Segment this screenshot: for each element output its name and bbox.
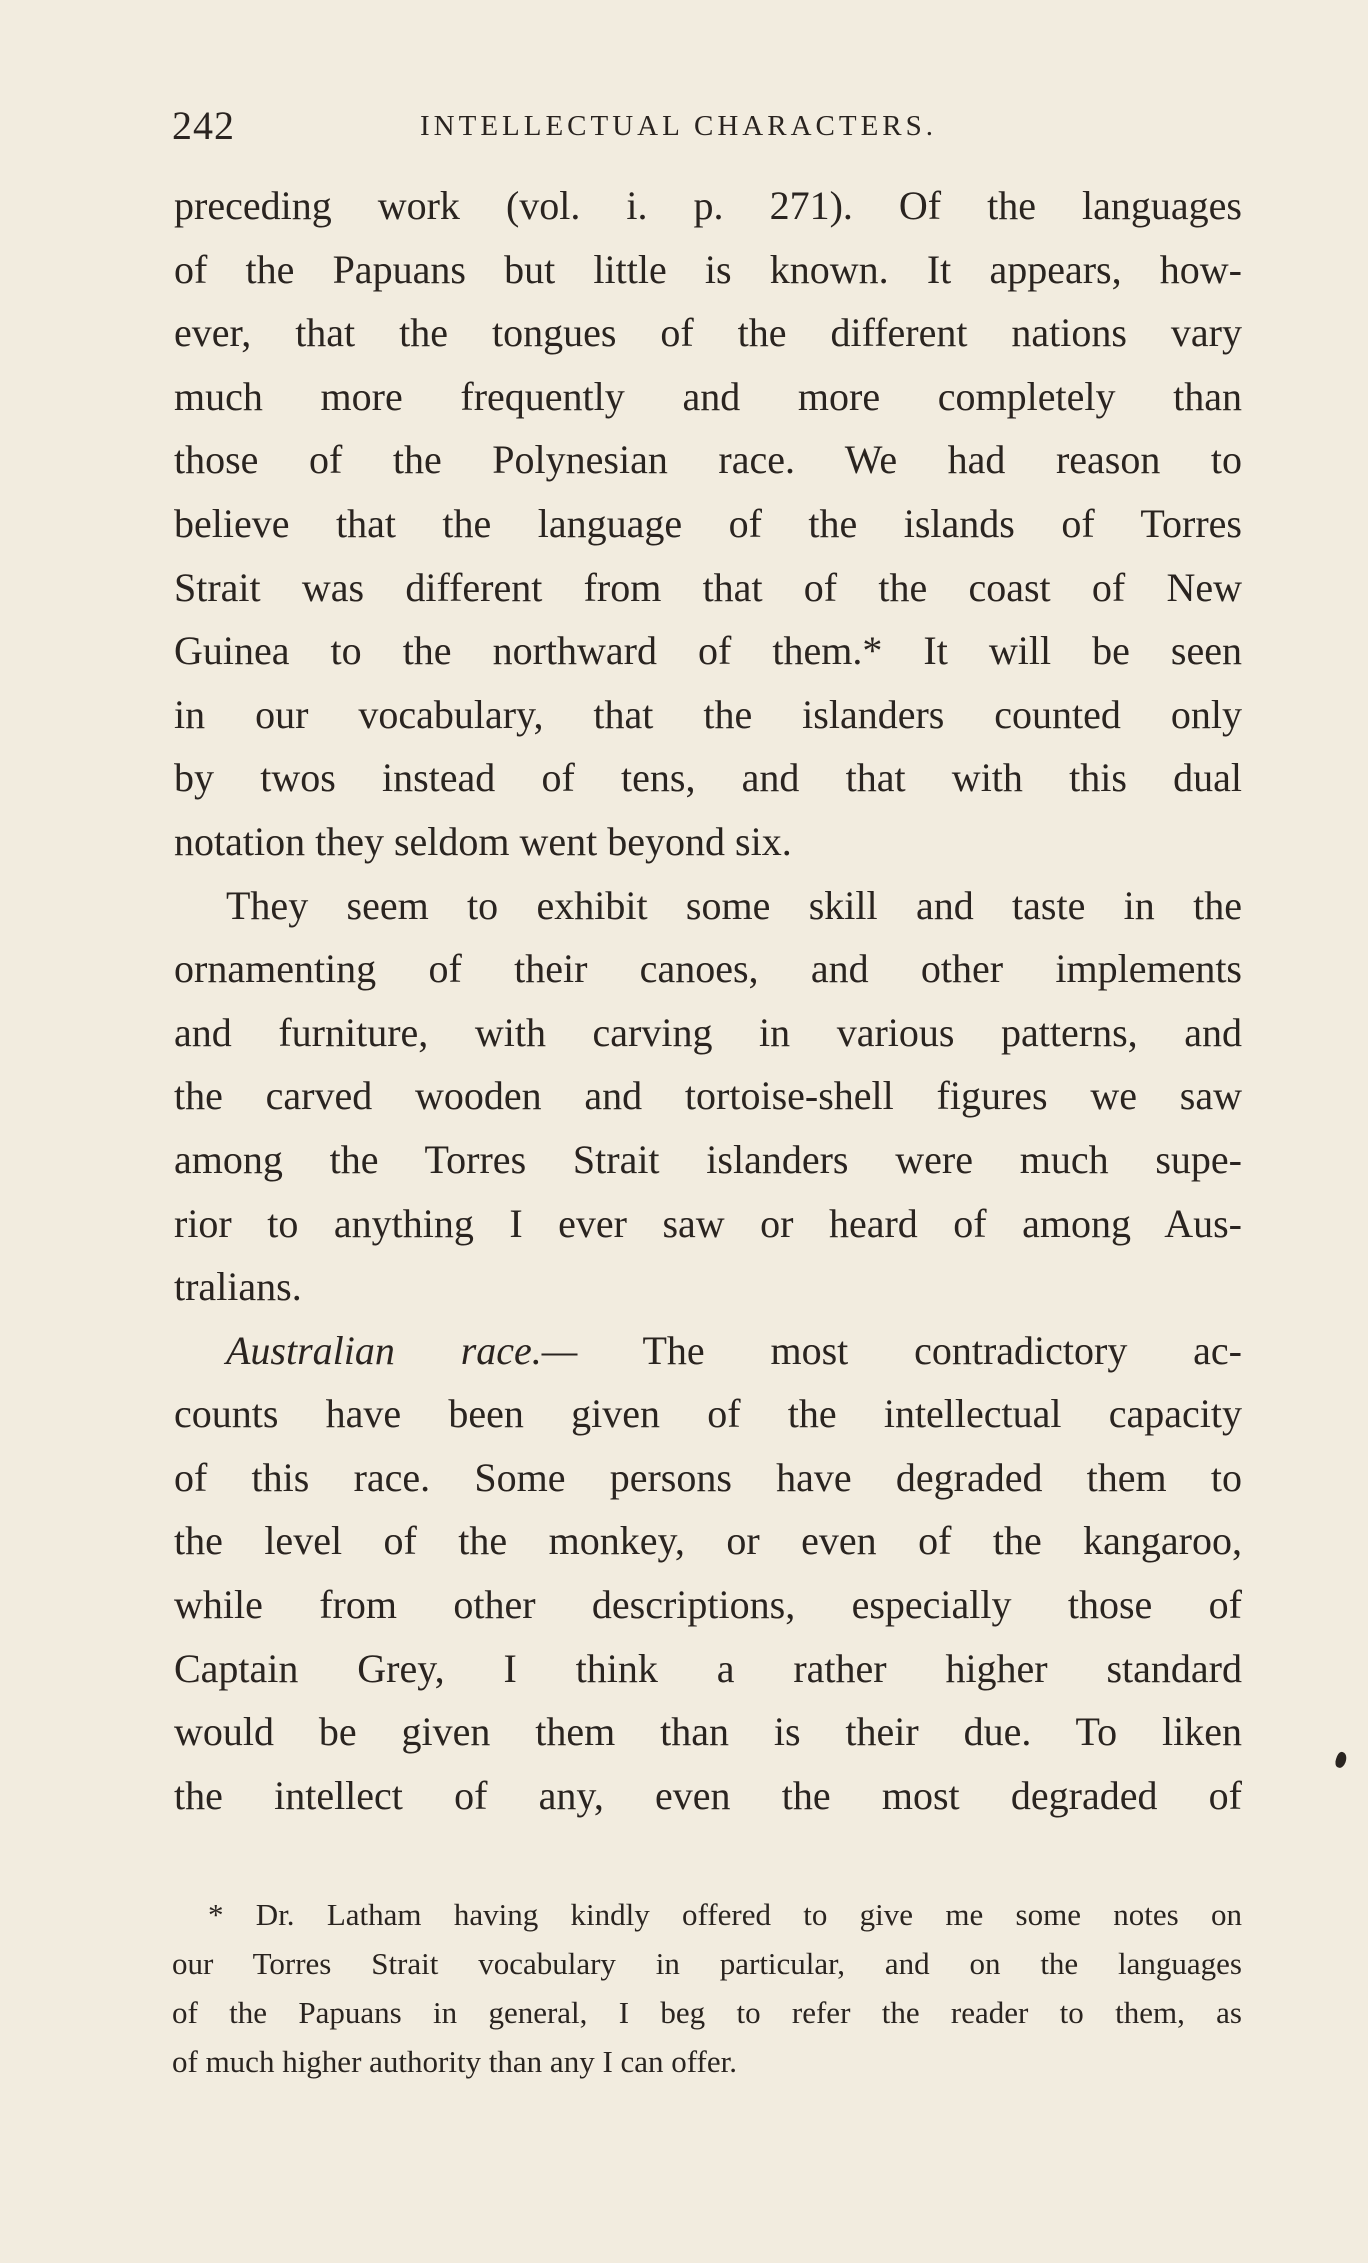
running-title: INTELLECTUAL CHARACTERS. xyxy=(420,110,938,142)
text-line: by twos instead of tens, and that with this dual xyxy=(174,755,1242,801)
running-head xyxy=(172,102,1252,152)
text-line: counts have been given of the intellectual capacity xyxy=(174,1391,1242,1437)
text-line: believe that the language of the islands of Torres xyxy=(174,500,1242,546)
footnote xyxy=(172,1890,1242,2086)
text-line: would be given them than is their due. To liken xyxy=(174,1709,1242,1755)
text-line-remainder: The most contradictory ac- xyxy=(642,1327,1243,1373)
text-line-with-heading xyxy=(174,1319,1242,1383)
text-line: the carved wooden and tortoise-shell figures we saw xyxy=(174,1073,1242,1119)
body-text xyxy=(174,174,1242,1827)
text-line: rior to anything I ever saw or heard of among Aus- xyxy=(174,1200,1242,1246)
footnote-line: our Torres Strait vocabulary in particular, and on the languages xyxy=(172,1946,1242,1981)
text-line: Captain Grey, I think a rather higher standard xyxy=(174,1645,1242,1691)
page-number: 242 xyxy=(172,103,235,148)
text-line: of this race. Some persons have degraded them to xyxy=(174,1454,1242,1500)
text-line: ornamenting of their canoes, and other implements xyxy=(174,946,1242,992)
text-line: notation they seldom went beyond six. xyxy=(174,818,792,864)
text-line: while from other descriptions, especially those of xyxy=(174,1582,1242,1628)
text-line: Guinea to the northward of them.* It will be seen xyxy=(174,628,1242,674)
text-line: much more frequently and more completely than xyxy=(174,373,1242,419)
text-line: of the Papuans but little is known. It appears, how- xyxy=(174,246,1242,292)
text-line: ever, that the tongues of the different nations vary xyxy=(174,310,1242,356)
text-line: those of the Polynesian race. We had reason to xyxy=(174,437,1242,483)
text-line: Strait was different from that of the coast of New xyxy=(174,564,1242,610)
text-line: tralians. xyxy=(174,1264,302,1310)
text-line: They seem to exhibit some skill and taste in the xyxy=(226,882,1242,928)
section-heading: Australian race.— xyxy=(226,1327,578,1373)
text-line: among the Torres Strait islanders were much supe- xyxy=(174,1136,1242,1182)
text-line: in our vocabulary, that the islanders counted only xyxy=(174,691,1242,737)
text-line: preceding work (vol. i. p. 271). Of the languages xyxy=(174,183,1242,228)
footnote-line: * Dr. Latham having kindly offered to give me some notes on xyxy=(208,1897,1242,1932)
text-line: the level of the monkey, or even of the kangaroo, xyxy=(174,1518,1242,1564)
text-line: the intellect of any, even the most degraded of xyxy=(174,1772,1242,1818)
footnote-line: of the Papuans in general, I beg to refer the reader to them, as xyxy=(172,1995,1242,2030)
text-line: and furniture, with carving in various patterns, and xyxy=(174,1009,1242,1055)
footnote-line: of much higher authority than any I can offer. xyxy=(172,2044,737,2079)
ink-blot-mark xyxy=(1334,1751,1349,1769)
